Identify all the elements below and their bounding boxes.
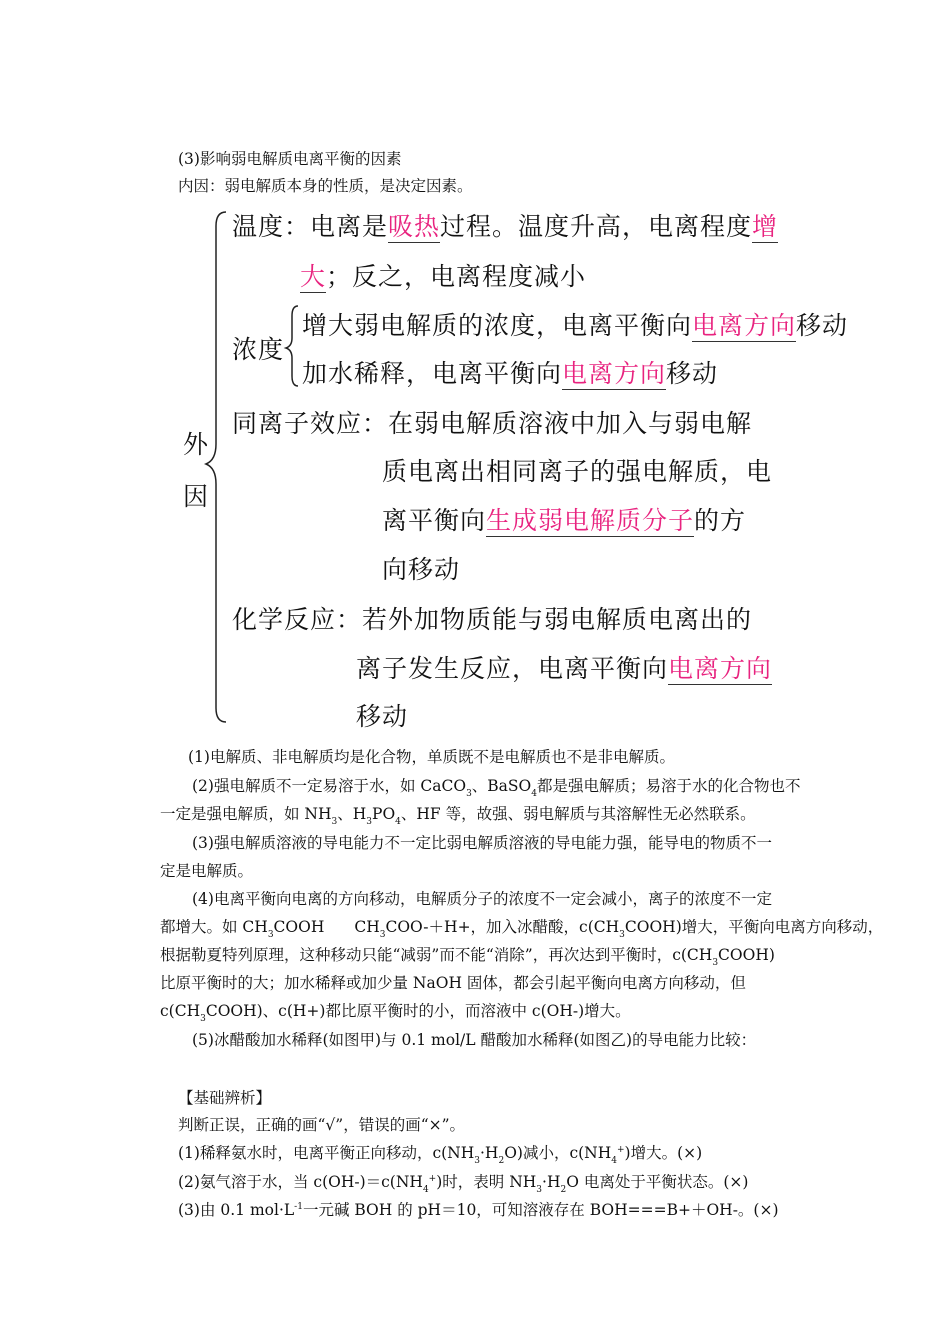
temperature-line-2: 大；反之，电离程度减小 <box>300 262 587 291</box>
note-4-line-3: 根据勒夏特列原理，这种移动只能“减弱”而不能“消除”，再次达到平衡时，$c(CH_3COOH)$ <box>160 946 775 968</box>
note-3-line-1: (3)强电解质溶液的导电能力不一定比弱电解质溶液的导电能力强，能导电的物质不一 <box>192 834 772 852</box>
basics-instruction: 判断正误，正确的画“√”，错误的画“×”。 <box>178 1116 466 1134</box>
internal-cause: 内因：弱电解质本身的性质，是决定因素。 <box>178 177 473 195</box>
note-2-line-1: (2)强电解质不一定易溶于水，如 CaCO$_3$、BaSO$_4$都是强电解质；易溶于水的化合物也不 <box>192 777 801 799</box>
note-3-line-2: 定是电解质。 <box>160 862 254 880</box>
concentration-line-1: 增大弱电解质的浓度，电离平衡向电离方向移动 <box>302 311 849 340</box>
highlight-absorb-heat: 吸热 <box>388 212 441 241</box>
note-5: (5)冰醋酸加水稀释(如图甲)与 0.1 mol/L 醋酸加水稀释(如图乙)的导电能力比较： <box>192 1031 757 1049</box>
external-label-2: 因 <box>183 482 210 511</box>
concentration-line-2: 加水稀释，电离平衡向电离方向移动 <box>302 359 719 388</box>
basics-question-3: (3)由 0.1 $mol\cdot L^{-1}$一元碱 BOH 的 pH＝10，可知溶液存在 BOH===B+＋OH-。(×) <box>178 1201 779 1219</box>
basics-question-1: (1)稀释氨水时，电离平衡正向移动，$c(NH_3\cdot H_2O)$减小，$c(NH_4^+)$增大。(×) <box>178 1144 703 1166</box>
concentration-brace <box>282 304 302 388</box>
outer-brace <box>202 208 232 728</box>
common-ion-line-2: 质电离出相同离子的强电解质，电 <box>382 457 773 486</box>
note-2-line-2: 一定是强电解质，如 $NH_3$、$H_3PO_4$、HF 等，故强、弱电解质与其溶解性无必然联系。 <box>160 805 756 827</box>
common-ion-line-1: 同离子效应：在弱电解质溶液中加入与弱电解 <box>232 409 753 438</box>
note-1: (1)电解质、非电解质均是化合物，单质既不是电解质也不是非电解质。 <box>188 748 675 766</box>
temperature-line-1: 温度：电离是吸热过程。温度升高，电离程度增 <box>232 212 779 241</box>
note-4-line-2: 都增大。如 $CH_3COOH$ $CH_3COO-+H+$，加入冰醋酸，$c(CH_3COOH)$增大，平衡向电离方向移动， <box>160 918 884 940</box>
common-ion-line-4: 向移动 <box>382 555 461 584</box>
basics-question-2: (2)氨气溶于水，当 $c(OH-)=c(NH_4^+)$时，表明 $NH_3\cdot H_2O$ 电离处于平衡状态。(×) <box>178 1173 749 1195</box>
basics-title: 【基础辨析】 <box>178 1089 272 1107</box>
common-ion-line-3: 离平衡向生成弱电解质分子的方 <box>382 506 747 535</box>
note-4-line-5: $c(CH_3COOH)$、c(H+)都比原平衡时的小，而溶液中 c(OH-)增大。 <box>160 1002 631 1024</box>
section-heading: (3)影响弱电解质电离平衡的因素 <box>178 150 402 168</box>
note-4-line-4: 比原平衡时的大；加水稀释或加少量 NaOH 固体，都会引起平衡向电离方向移动，但 <box>160 974 746 992</box>
reaction-line-3: 移动 <box>356 702 409 731</box>
reaction-line-1: 化学反应：若外加物质能与弱电解质电离出的 <box>232 605 753 634</box>
note-4-line-1: (4)电离平衡向电离的方向移动，电解质分子的浓度不一定会减小，离子的浓度不一定 <box>192 890 772 908</box>
reaction-line-2: 离子发生反应，电离平衡向电离方向 <box>356 654 773 683</box>
concentration-label: 浓度 <box>232 335 285 364</box>
external-label-1: 外 <box>183 430 210 459</box>
